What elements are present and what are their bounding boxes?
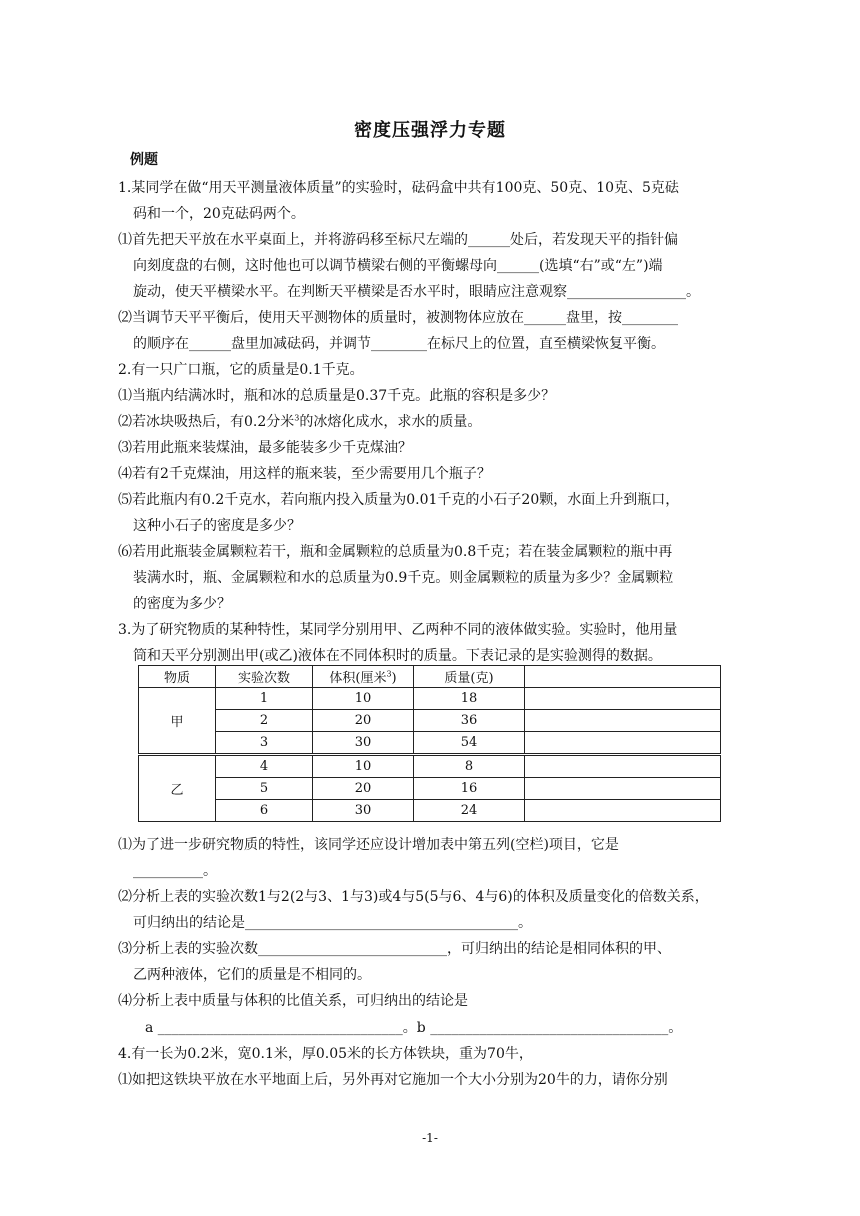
table-row [139, 732, 721, 755]
text-line: ⑷若有2千克煤油，用这样的瓶来装，至少需要用几个瓶子？ [118, 466, 491, 482]
table-cell: 5 [216, 778, 313, 800]
text-line: 筒和天平分别测出甲(或乙)液体在不同体积时的质量。下表记录的是实验测得的数据。 [133, 648, 662, 664]
substance-cell: 甲 [139, 688, 216, 755]
text-line [118, 412, 481, 432]
text-line: 2.有一只广口瓶，它的质量是0.1千克。 [118, 362, 364, 378]
text-line: 向刻度盘的右侧，这时他也可以调节横梁右侧的平衡螺母向______(选填“右”或“左”)端 [133, 258, 663, 274]
data-table [138, 665, 721, 822]
section-heading: 例题 [130, 152, 158, 168]
text-line: 可归纳出的结论是_______________________________________。 [133, 915, 532, 931]
text-line: 这种小石子的密度是多少？ [133, 518, 301, 534]
table-cell: 10 [313, 688, 414, 710]
page-title: 密度压强浮力专题 [354, 120, 506, 141]
table-header-row [139, 666, 721, 688]
header-volume: 体积(厘米$^3$) [313, 666, 414, 688]
blank-cell [525, 688, 721, 710]
table-row [139, 800, 721, 822]
table-cell: 30 [313, 800, 414, 822]
table-row [139, 688, 721, 710]
table-cell: 8 [414, 755, 525, 778]
text-line: ⑵分析上表的实验次数1与2(2与3、1与3)或4与5(5与6、4与6)的体积及质量变化的倍数关系， [118, 889, 709, 905]
blank-cell [525, 732, 721, 755]
table-cell: 24 [414, 800, 525, 822]
blank-cell [525, 778, 721, 800]
text-line: ⑴首先把天平放在水平桌面上，并将游码移至标尺左端的______处后，若发现天平的指针偏 [118, 232, 678, 248]
text-line: 装满水时，瓶、金属颗粒和水的总质量为0.9千克。则金属颗粒的质量为多少？金属颗粒 [133, 570, 674, 586]
q2-2-before: ⑵若冰块吸热后，有0.2分米 [118, 414, 295, 430]
text-line: ⑴为了进一步研究物质的特性，该同学还应设计增加表中第五列(空栏)项目，它是 [118, 837, 619, 853]
header-mass: 质量(克) [414, 666, 525, 688]
q2-2-after: 的冰熔化成水，求水的质量。 [299, 414, 482, 430]
text-line: ⑶分析上表的实验次数___________________________，可归纳出的结论是相同体积的甲、 [118, 941, 671, 957]
table-cell: 10 [313, 755, 414, 778]
table-cell: 20 [313, 710, 414, 732]
table-cell: 30 [313, 732, 414, 755]
text-line: 4.有一长为0.2米，宽0.1米，厚0.05米的长方体铁块，重为70牛， [118, 1046, 533, 1062]
blank-cell [525, 710, 721, 732]
table-cell: 36 [414, 710, 525, 732]
text-line: 旋动，使天平横梁水平。在判断天平横梁是否水平时，眼睛应注意观察_________________。 [133, 284, 700, 300]
text-line: 的密度为多少？ [133, 596, 231, 612]
table-row [139, 778, 721, 800]
header-substance: 物质 [139, 666, 216, 688]
page-number: -1- [422, 1131, 438, 1145]
table-cell: 20 [313, 778, 414, 800]
blank-cell [525, 755, 721, 778]
text-line: ⑵当调节天平平衡后，使用天平测物体的质量时，被测物体应放在______盘里，按________ [118, 310, 678, 326]
table-cell: 1 [216, 688, 313, 710]
text-line: ⑶若用此瓶来装煤油，最多能装多少千克煤油？ [118, 440, 412, 456]
text-line: 码和一个，20克砝码两个。 [133, 206, 305, 222]
text-line: ⑴如把这铁块平放在水平地面上后，另外再对它施加一个大小分别为20牛的力，请你分别 [118, 1072, 668, 1088]
table-cell: 18 [414, 688, 525, 710]
header-trial: 实验次数 [216, 666, 313, 688]
text-line: ⑹若用此瓶装金属颗粒若干，瓶和金属颗粒的总质量为0.8千克；若在装金属颗粒的瓶中再 [118, 544, 673, 560]
table-cell: 16 [414, 778, 525, 800]
text-line: ⑷分析上表中质量与体积的比值关系，可归纳出的结论是 [118, 993, 468, 1009]
text-line: 的顺序在______盘里加减砝码，并调节________在标尺上的位置，直至横梁恢复平衡。 [133, 336, 665, 352]
q2-2-sup: 3 [294, 413, 300, 423]
blank-cell [525, 800, 721, 822]
table-row [139, 710, 721, 732]
text-line: 1.某同学在做“用天平测量液体质量”的实验时，砝码盒中共有100克、50克、10克、5克砝 [118, 180, 679, 196]
table-cell: 3 [216, 732, 313, 755]
substance-cell: 乙 [139, 755, 216, 822]
text-line: ⑴当瓶内结满冰时，瓶和冰的总质量是0.37千克。此瓶的容积是多少？ [118, 388, 556, 404]
table-cell: 4 [216, 755, 313, 778]
text-line: 乙两种液体，它们的质量是不相同的。 [133, 967, 371, 983]
header-blank [525, 666, 721, 688]
table-cell: 6 [216, 800, 313, 822]
table-cell: 54 [414, 732, 525, 755]
text-line: a ___________________________________。b __________________________________。 [145, 1020, 683, 1036]
table-cell: 2 [216, 710, 313, 732]
table-row [139, 755, 721, 778]
text-line: ⑸若此瓶内有0.2千克水，若向瓶内投入质量为0.01千克的小石子20颗，水面上升到瓶口， [118, 492, 680, 508]
text-line: 3.为了研究物质的某种特性，某同学分别用甲、乙两种不同的液体做实验。实验时，他用量 [118, 622, 678, 638]
text-line: __________。 [133, 863, 217, 879]
